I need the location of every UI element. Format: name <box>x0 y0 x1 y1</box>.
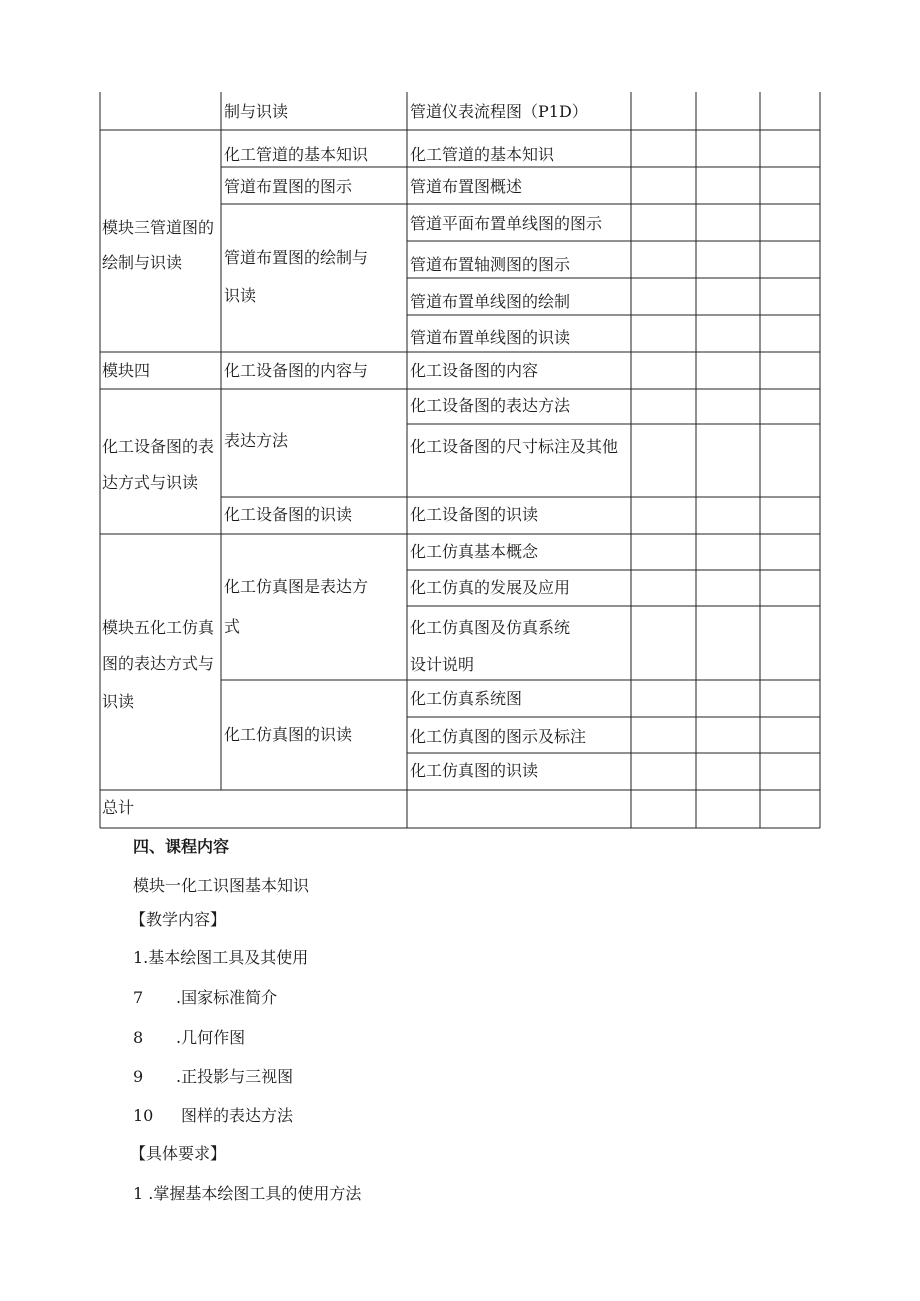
cell-m4-g2-c1: 表达方法 <box>224 431 289 450</box>
cell-m5-r5-c2: 化工仿真图的图示及标注 <box>410 727 587 746</box>
cell-m3-r2-c1: 管道布置图的图示 <box>224 177 353 196</box>
cell-m3-r6-c2: 管道布置单线图的识读 <box>410 328 571 347</box>
cell-m5-r4-c2: 化工仿真系统图 <box>410 689 523 708</box>
cell-m3-r2-c2: 管道布置图概述 <box>410 177 523 196</box>
cell-m4-r1-c2: 化工设备图的内容 <box>410 361 539 380</box>
requirements-label: 【具体要求】 <box>130 1144 227 1163</box>
item-8-text: .几何作图 <box>176 1028 246 1047</box>
item-10-number: 10 <box>133 1106 154 1125</box>
module5-title-line2: 图的表达方式与 <box>102 654 215 673</box>
cell-m4-r4-c1: 化工设备图的识读 <box>224 505 353 524</box>
module4-title-line1: 化工设备图的表 <box>102 437 215 456</box>
section-heading: 四、课程内容 <box>133 837 230 856</box>
cell-r0-c1: 制与识读 <box>224 102 289 121</box>
cell-m5-r6-c2: 化工仿真图的识读 <box>410 761 539 780</box>
cell-m3-g3-c1-line2: 识读 <box>224 286 257 305</box>
module3-title-line1: 模块三管道图的 <box>102 218 215 237</box>
cell-m4-r2-c2: 化工设备图的表达方法 <box>410 396 571 415</box>
cell-m3-r1-c2: 化工管道的基本知识 <box>410 145 555 164</box>
module-title: 模块一化工识图基本知识 <box>133 876 310 895</box>
cell-m5-r3-c2-line1: 化工仿真图及仿真系统 <box>410 618 571 637</box>
cell-m4-r4-c2: 化工设备图的识读 <box>410 505 539 524</box>
cell-m5-g1-c1-line2: 式 <box>224 617 241 636</box>
cell-r0-c2: 管道仪表流程图（P1D） <box>410 102 588 121</box>
cell-m5-r3-c2-line2: 设计说明 <box>410 655 475 674</box>
cell-m4-r3-c2: 化工设备图的尺寸标注及其他 <box>410 437 619 456</box>
cell-m3-g3-c1-line1: 管道布置图的绘制与 <box>224 248 369 267</box>
item-10-text: 图样的表达方法 <box>181 1106 294 1125</box>
item-9-number: 9 <box>133 1067 144 1086</box>
cell-m5-g1-c1-line1: 化工仿真图是表达方 <box>224 577 369 596</box>
module5-title-line1: 模块五化工仿真 <box>102 618 215 637</box>
cell-m5-r2-c2: 化工仿真的发展及应用 <box>410 578 571 597</box>
cell-m5-g2-c1: 化工仿真图的识读 <box>224 725 353 744</box>
module5-title-line3: 识读 <box>102 692 135 711</box>
cell-m4-r1-c1: 化工设备图的内容与 <box>224 361 369 380</box>
cell-m3-r3-c2: 管道平面布置单线图的图示 <box>410 214 603 233</box>
cell-m3-r5-c2: 管道布置单线图的绘制 <box>410 292 571 311</box>
cell-m3-r1-c1: 化工管道的基本知识 <box>224 145 369 164</box>
item-7-number: 7 <box>133 988 144 1007</box>
module3-title-line2: 绘制与识读 <box>102 253 183 272</box>
item-8-number: 8 <box>133 1028 144 1047</box>
requirement-1: 1 .掌握基本绘图工具的使用方法 <box>133 1184 362 1203</box>
item-1: 1.基本绘图工具及其使用 <box>133 948 309 967</box>
teaching-content-label: 【教学内容】 <box>130 910 227 929</box>
module4-title-line2: 达方式与识读 <box>102 473 199 492</box>
module4-label: 模块四 <box>102 361 151 380</box>
item-9-text: .正投影与三视图 <box>176 1067 294 1086</box>
cell-m5-r1-c2: 化工仿真基本概念 <box>410 542 539 561</box>
total-label: 总计 <box>102 798 135 817</box>
cell-m3-r4-c2: 管道布置轴测图的图示 <box>410 255 571 274</box>
item-7-text: .国家标准简介 <box>176 988 278 1007</box>
